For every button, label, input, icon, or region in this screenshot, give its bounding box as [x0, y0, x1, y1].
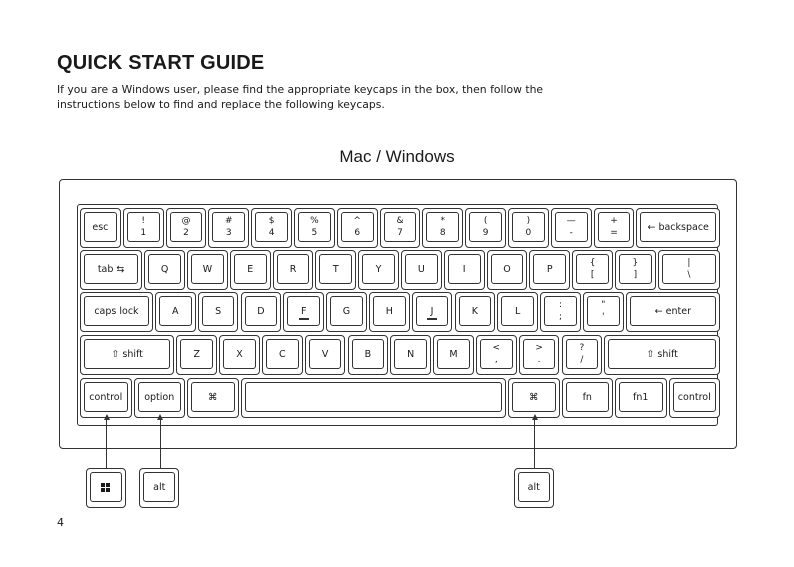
keycap-face	[501, 296, 534, 326]
key-legend: G	[342, 305, 351, 317]
keycap-face	[437, 339, 470, 369]
key-alt-right	[514, 468, 554, 508]
key-legend-top: <	[492, 343, 501, 353]
keycap-face	[544, 296, 577, 326]
key-semicolon	[540, 292, 581, 332]
keycap-face	[319, 254, 352, 284]
key-legend-bottom: 4	[268, 228, 275, 238]
keycap-face	[138, 382, 182, 412]
key-k	[455, 292, 496, 332]
key-legend-top: @	[181, 216, 191, 226]
page-number: 4	[57, 516, 64, 529]
key-g	[326, 292, 367, 332]
key-legend: Z	[193, 348, 200, 360]
key-legend-bottom: -	[569, 228, 573, 238]
keycap-face	[518, 472, 550, 502]
keycap-face	[287, 296, 320, 326]
keycap-face	[255, 212, 288, 242]
key-y	[358, 250, 399, 290]
keycap-face	[491, 254, 524, 284]
key-legend-top: %	[310, 216, 319, 226]
guide-title: QUICK START GUIDE	[57, 52, 265, 74]
keycap-face	[180, 339, 213, 369]
key-legend-top: }	[632, 258, 639, 268]
layout-label: Mac / Windows	[339, 147, 455, 166]
key-legend-bottom: /	[580, 355, 584, 365]
keycap-face	[533, 254, 566, 284]
keycap-face	[459, 296, 492, 326]
key-legend: O	[503, 263, 511, 275]
key-4	[251, 208, 292, 248]
keycap-face	[469, 212, 502, 242]
key-left-bracket	[572, 250, 613, 290]
windows-logo-icon	[101, 483, 110, 492]
key-legend-bottom: 9	[482, 228, 489, 238]
key-legend: R	[289, 263, 297, 275]
key-8	[422, 208, 463, 248]
keycap-face	[352, 339, 385, 369]
key-alt-left	[139, 468, 179, 508]
key-legend: option	[144, 391, 175, 403]
key-minus	[551, 208, 592, 248]
keycap-face	[587, 296, 620, 326]
key-legend-top: *	[440, 216, 446, 226]
key-right-bracket	[615, 250, 656, 290]
key-0	[508, 208, 549, 248]
key-legend: F	[300, 305, 307, 317]
keycap-face	[84, 296, 149, 326]
key-enter	[626, 292, 720, 332]
keycap-face	[298, 212, 331, 242]
key-s	[198, 292, 239, 332]
keycap-face	[394, 339, 427, 369]
key-legend: ⇧ shift	[111, 348, 143, 360]
key-left-command	[187, 378, 239, 418]
key-h	[369, 292, 410, 332]
key-right-control	[669, 378, 721, 418]
key-right-shift	[604, 335, 720, 375]
key-legend: V	[321, 348, 329, 360]
arrow-icon	[532, 414, 538, 420]
key-tab	[80, 250, 142, 290]
key-b	[348, 335, 389, 375]
homing-bump	[299, 318, 309, 320]
keycap-face	[127, 212, 160, 242]
keycap-face	[143, 472, 175, 502]
key-legend-bottom: '	[602, 312, 605, 322]
key-v	[305, 335, 346, 375]
keycap-face	[448, 254, 481, 284]
key-period	[519, 335, 560, 375]
keycap-face	[90, 472, 122, 502]
keycap-face	[234, 254, 267, 284]
key-a	[155, 292, 196, 332]
key-p	[529, 250, 570, 290]
key-legend: caps lock	[94, 305, 139, 317]
key-1	[123, 208, 164, 248]
keycap-face	[630, 296, 716, 326]
key-d	[241, 292, 282, 332]
keycap-face	[84, 339, 170, 369]
key-legend-bottom: 0	[525, 228, 532, 238]
key-legend: ⌘	[208, 391, 218, 403]
key-legend-top: (	[483, 216, 488, 226]
keycap-face	[84, 212, 117, 242]
key-q	[144, 250, 185, 290]
key-legend: tab ⇆	[97, 263, 125, 275]
key-legend-bottom: 8	[439, 228, 446, 238]
key-j	[412, 292, 453, 332]
key-legend-bottom: 3	[225, 228, 232, 238]
key-legend-bottom: [	[590, 270, 595, 280]
connector-line	[106, 418, 107, 468]
keycap-face	[223, 339, 256, 369]
key-legend: P	[546, 263, 553, 275]
key-r	[273, 250, 314, 290]
keycap-face	[330, 296, 363, 326]
key-6	[337, 208, 378, 248]
key-legend: alt	[153, 481, 166, 493]
keycap-face	[566, 382, 610, 412]
keycap-face	[84, 382, 128, 412]
keycap-face	[245, 382, 503, 412]
key-space	[241, 378, 507, 418]
arrow-icon	[157, 414, 163, 420]
key-f	[283, 292, 324, 332]
key-legend-top: {	[589, 258, 596, 268]
key-legend: U	[417, 263, 425, 275]
key-legend: D	[257, 305, 265, 317]
key-o	[487, 250, 528, 290]
key-2	[166, 208, 207, 248]
key-legend: T	[332, 263, 339, 275]
keycap-face	[245, 296, 278, 326]
keycap-face	[619, 254, 652, 284]
key-quote	[583, 292, 624, 332]
keycap-face	[555, 212, 588, 242]
key-legend: ← enter	[654, 305, 691, 317]
key-comma	[476, 335, 517, 375]
key-legend: alt	[527, 481, 540, 493]
key-legend-bottom: \	[687, 270, 691, 280]
keycap-face	[576, 254, 609, 284]
key-backslash	[658, 250, 720, 290]
key-option	[134, 378, 186, 418]
key-legend-bottom: ;	[558, 312, 563, 322]
key-legend: control	[89, 391, 123, 403]
keycap-face	[266, 339, 299, 369]
keycap-face	[159, 296, 192, 326]
keycap-face	[309, 339, 342, 369]
key-t	[315, 250, 356, 290]
key-legend: J	[430, 305, 434, 317]
keycap-face	[170, 212, 203, 242]
key-z	[176, 335, 217, 375]
key-legend-bottom: 7	[397, 228, 403, 238]
keycap-face	[619, 382, 663, 412]
key-fn	[562, 378, 614, 418]
key-legend-bottom: 5	[311, 228, 318, 238]
keycap-face	[662, 254, 716, 284]
key-legend-top: "	[601, 300, 606, 310]
arrow-icon	[104, 414, 110, 420]
key-n	[390, 335, 431, 375]
keycap-face	[512, 212, 545, 242]
key-left-shift	[80, 335, 174, 375]
keycap-face	[384, 212, 417, 242]
key-i	[444, 250, 485, 290]
key-u	[401, 250, 442, 290]
keycap-face	[202, 296, 235, 326]
key-7	[380, 208, 421, 248]
keycap-face	[405, 254, 438, 284]
key-legend: M	[449, 348, 458, 360]
key-legend-top: &	[396, 216, 404, 226]
connector-line	[534, 418, 535, 468]
key-e	[230, 250, 271, 290]
key-windows	[86, 468, 126, 508]
key-esc	[80, 208, 121, 248]
key-legend: fn1	[633, 391, 649, 403]
keycap-face	[608, 339, 716, 369]
key-legend-bottom: ,	[494, 355, 498, 365]
keycap-face	[84, 254, 138, 284]
keycap-face	[512, 382, 556, 412]
keycap-face	[640, 212, 716, 242]
key-l	[497, 292, 538, 332]
key-slash	[562, 335, 603, 375]
key-legend-top: +	[610, 216, 618, 226]
key-legend-bottom: 6	[354, 228, 361, 238]
key-legend: Y	[375, 263, 382, 275]
key-legend-top: —	[566, 216, 576, 226]
key-3	[208, 208, 249, 248]
key-legend-bottom: ]	[633, 270, 638, 280]
keycap-face	[148, 254, 181, 284]
key-right-command	[508, 378, 560, 418]
keycap-face	[341, 212, 374, 242]
key-legend-top: ^	[353, 216, 361, 226]
keycap-face	[416, 296, 449, 326]
key-fn1	[615, 378, 667, 418]
key-x	[219, 335, 260, 375]
keycap-face	[523, 339, 556, 369]
keycap-face	[373, 296, 406, 326]
key-legend: ⇧ shift	[646, 348, 678, 360]
intro-text: If you are a Windows user, please find the appropriate keycaps in the box, then follow the instructions below to find and replace the following keycaps.	[57, 83, 544, 111]
keycap-face	[426, 212, 459, 242]
key-legend: H	[385, 305, 393, 317]
key-legend: ← backspace	[647, 221, 709, 233]
key-legend-top: $	[268, 216, 275, 226]
key-left-control	[80, 378, 132, 418]
key-legend: C	[278, 348, 286, 360]
keycap-face	[362, 254, 395, 284]
key-legend-top: #	[225, 216, 233, 226]
key-9	[465, 208, 506, 248]
keycap-face	[480, 339, 513, 369]
key-legend: Q	[160, 263, 169, 275]
key-legend: A	[172, 305, 179, 317]
key-legend-top: >	[535, 343, 543, 353]
key-legend: E	[247, 263, 254, 275]
keycap-face	[566, 339, 599, 369]
key-c	[262, 335, 303, 375]
key-legend-bottom: 1	[140, 228, 147, 238]
key-w	[187, 250, 228, 290]
key-legend: B	[364, 348, 372, 360]
keycap-face	[212, 212, 245, 242]
key-legend: fn	[582, 391, 592, 403]
keycap-face	[598, 212, 631, 242]
key-caps-lock	[80, 292, 153, 332]
key-legend: K	[471, 305, 479, 317]
key-legend-top: :	[558, 300, 563, 310]
key-legend: S	[215, 305, 222, 317]
key-legend-bottom: .	[537, 355, 541, 365]
key-legend: control	[677, 391, 711, 403]
key-legend: esc	[92, 221, 109, 233]
key-legend-top: |	[687, 258, 691, 268]
key-m	[433, 335, 474, 375]
key-backspace	[636, 208, 720, 248]
key-equal	[594, 208, 635, 248]
key-legend-top: !	[141, 216, 145, 226]
key-legend-top: ?	[579, 343, 585, 353]
key-legend: L	[515, 305, 521, 317]
key-legend: X	[236, 348, 243, 360]
key-legend-bottom: =	[610, 228, 618, 238]
key-legend-bottom: 2	[183, 228, 189, 238]
key-legend: N	[407, 348, 415, 360]
key-legend: I	[462, 263, 466, 275]
key-legend-top: )	[526, 216, 531, 226]
key-5	[294, 208, 335, 248]
homing-bump	[427, 318, 437, 320]
keycap-face	[673, 382, 717, 412]
key-legend: ⌘	[529, 391, 539, 403]
keycap-face	[191, 254, 224, 284]
connector-line	[160, 418, 161, 468]
keycap-face	[191, 382, 235, 412]
keycap-face	[277, 254, 310, 284]
key-legend: W	[202, 263, 213, 275]
